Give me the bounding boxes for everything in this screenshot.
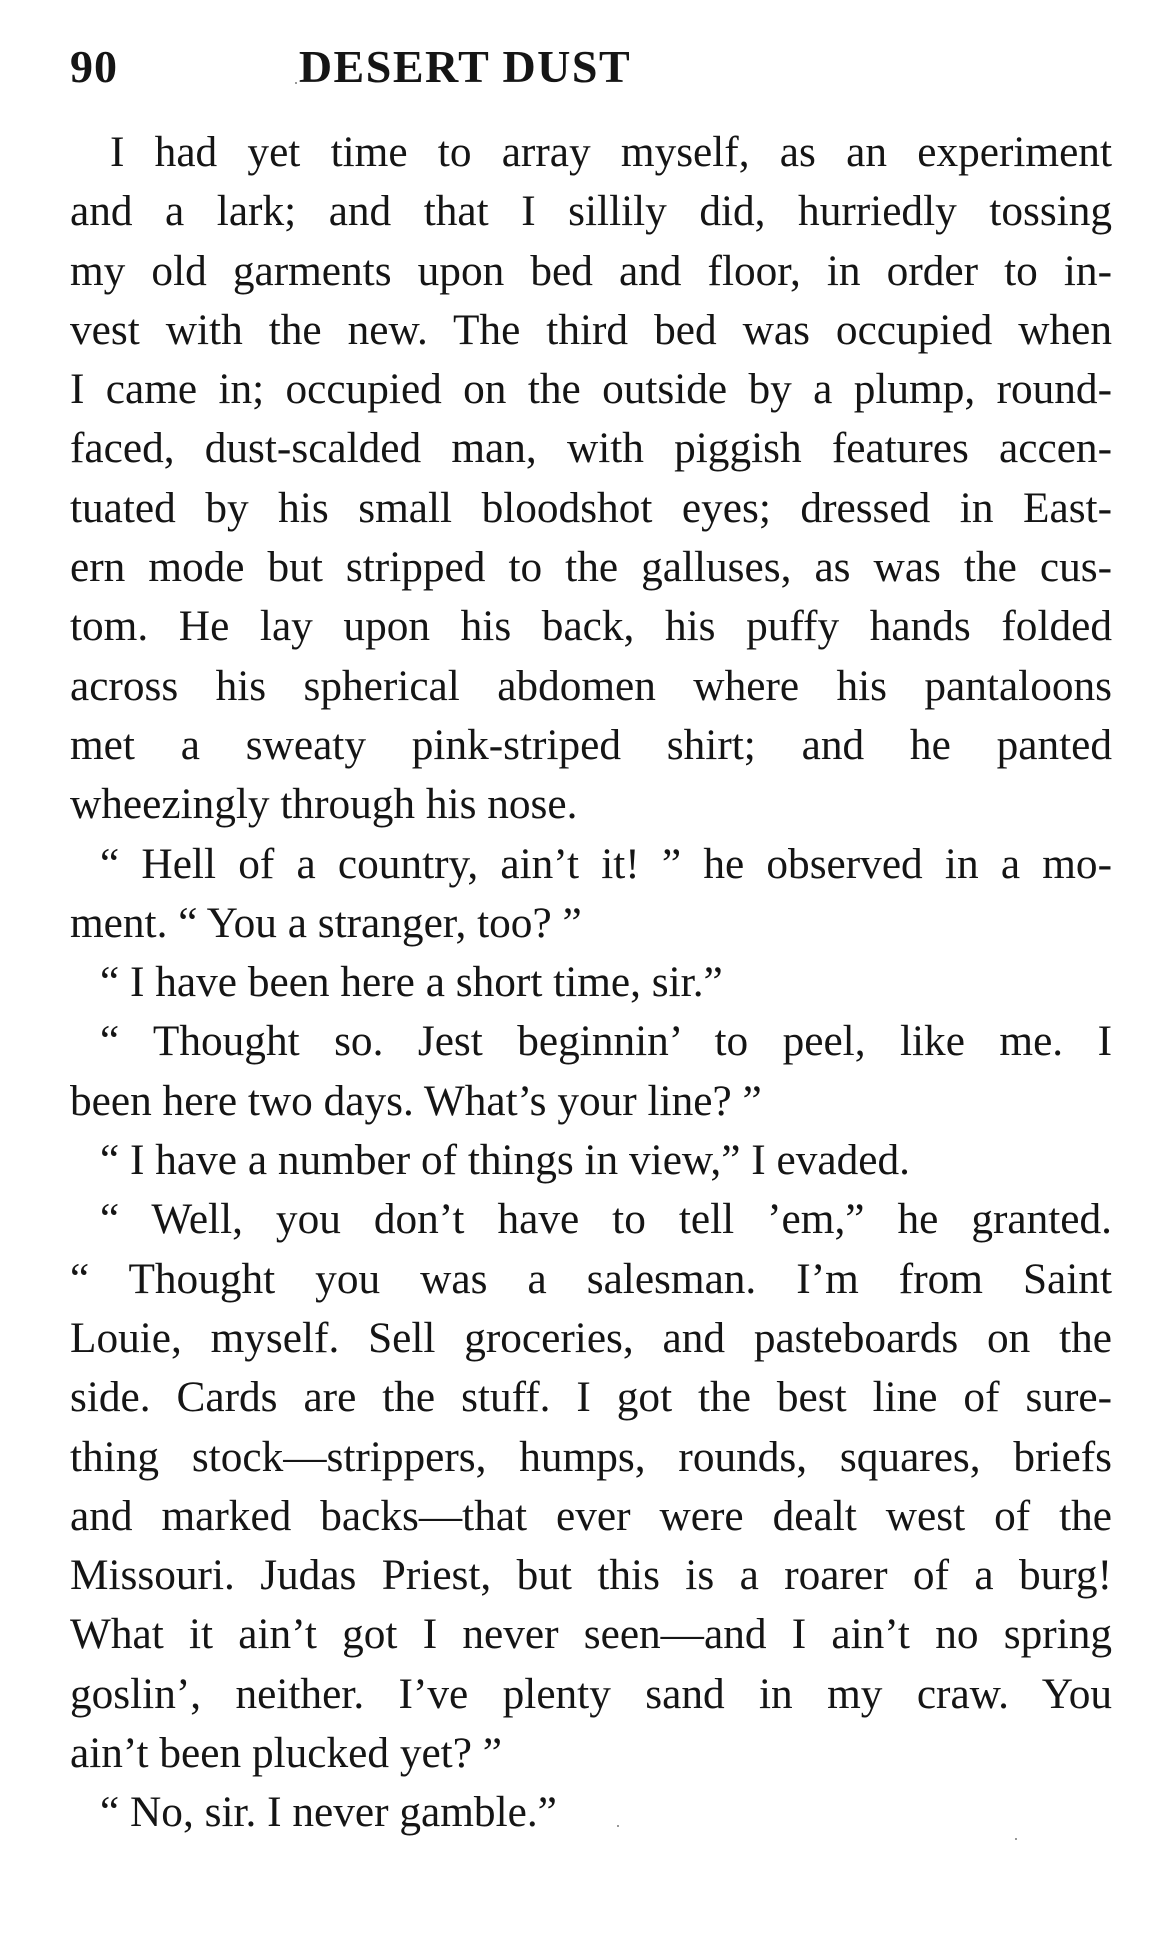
text-line: side. Cards are the stuff. I got the best line of sure-	[70, 1373, 1112, 1422]
text-line: “ Thought you was a salesman. I’m from Saint	[70, 1254, 1112, 1303]
running-title: DESERT DUST	[298, 41, 632, 92]
text-line: What it ain’t got I never seen—and I ain’t no spring	[70, 1610, 1112, 1659]
text-line: ern mode but stripped to the galluses, as was the cus-	[70, 543, 1112, 592]
text-line: my old garments upon bed and floor, in order to in-	[70, 246, 1112, 295]
text-line: “ Well, you don’t have to tell ’em,” he granted.	[100, 1195, 1112, 1244]
page-number: 90	[70, 41, 118, 92]
paper-speck	[295, 82, 297, 84]
text-line: “ Thought so. Jest beginnin’ to peel, like me. I	[100, 1017, 1112, 1066]
text-line: faced, dust-scalded man, with piggish features accen-	[70, 424, 1112, 473]
paper-speck	[1015, 1838, 1017, 1840]
text-line: goslin’, neither. I’ve plenty sand in my craw. You	[70, 1669, 1112, 1718]
text-line: ment. “ You a stranger, too? ”	[70, 898, 582, 947]
text-line: met a sweaty pink-striped shirt; and he panted	[70, 720, 1112, 769]
text-line: tom. He lay upon his back, his puffy hands folded	[70, 602, 1112, 651]
text-line: and marked backs—that ever were dealt west of the	[70, 1491, 1112, 1540]
text-line: I came in; occupied on the outside by a plump, round-	[70, 365, 1112, 414]
text-line: “ Hell of a country, ain’t it! ” he observed in a mo-	[100, 839, 1112, 888]
text-line: ain’t been plucked yet? ”	[70, 1729, 502, 1778]
text-line: I had yet time to array myself, as an experiment	[110, 128, 1112, 176]
text-line: Missouri. Judas Priest, but this is a roarer of a burg!	[70, 1551, 1112, 1600]
text-line: “ I have a number of things in view,” I evaded.	[100, 1136, 910, 1185]
text-line: “ No, sir. I never gamble.”	[100, 1788, 557, 1837]
page-header	[70, 40, 1110, 100]
text-line: “ I have been here a short time, sir.”	[100, 958, 723, 1007]
text-line: across his spherical abdomen where his pantaloons	[70, 661, 1112, 710]
text-line: vest with the new. The third bed was occupied when	[70, 305, 1112, 354]
text-line: tuated by his small bloodshot eyes; dressed in East-	[70, 483, 1112, 532]
text-line: Louie, myself. Sell groceries, and pasteboards on the	[70, 1313, 1112, 1362]
text-line: thing stock—strippers, humps, rounds, squares, briefs	[70, 1432, 1112, 1481]
text-line: and a lark; and that I sillily did, hurriedly tossing	[70, 187, 1112, 236]
body-text	[70, 123, 1112, 1843]
paper-speck	[617, 1825, 619, 1827]
text-line: wheezingly through his nose.	[70, 780, 578, 829]
text-line: been here two days. What’s your line? ”	[70, 1076, 762, 1125]
